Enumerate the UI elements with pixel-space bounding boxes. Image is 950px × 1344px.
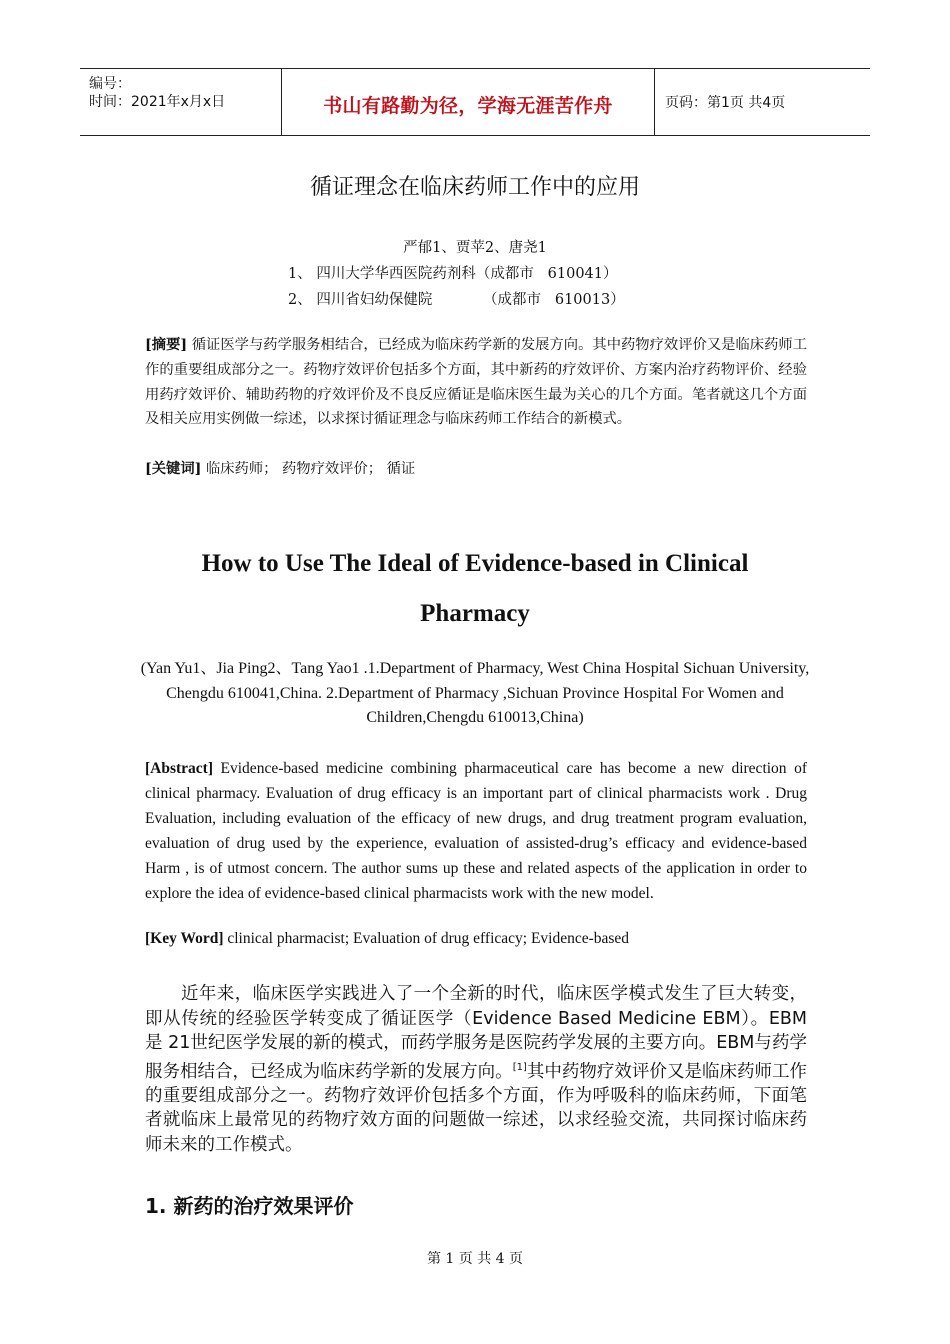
section-heading: 1. 新药的治疗效果评价: [145, 1194, 354, 1218]
motto: 书山有路勤为径，学海无涯苦作舟: [323, 94, 613, 117]
page-info: 页码：第1页 共4页: [665, 95, 786, 111]
header-meta-cell: [80, 69, 282, 135]
english-abstract-text: Evidence-based medicine combining pharmaceutical care has become a new direction of clinical pharmacy. Evaluation of drug efficacy is an important part of clinical pharmacists work . Drug Evaluation, including evaluation of the efficacy of new drugs, and drug treatment program evaluation, evaluation of drug used by the experience, evaluation of assisted-drug’s efficacy and evidence-based Harm , is of utmost concern. The author sums up these and related aspects of the application in order to explore the idea of evidence-based clinical pharmacists work with the new model.: [145, 760, 807, 902]
english-abstract-label: [Abstract]: [145, 760, 214, 777]
chinese-keywords: [145, 458, 415, 478]
body-paragraph: [145, 982, 807, 1157]
chinese-abstract-text: 循证医学与药学服务相结合，已经成为临床药学新的发展方向。其中药物疗效评价又是临床药师工作的重要组成部分之一。药物疗效评价包括多个方面，其中新药的疗效评价、方案内治疗药物评价、经验用药疗效评价、辅助药物的疗效评价及不良反应循证是临床医生最为关心的几个方面。笔者就这几个方面及相关应用实例做一综述，以求探讨循证理念与临床药师工作结合的新模式。: [145, 337, 808, 428]
english-keywords: [145, 930, 629, 948]
serial-label: 编号：: [89, 76, 131, 92]
chinese-abstract: [145, 333, 807, 432]
header-page-cell: [655, 69, 870, 135]
chinese-abstract-label: [摘要]: [145, 337, 188, 353]
affiliation-2: 2、 四川省妇幼保健院 （成都市 610013）: [288, 292, 625, 308]
english-keywords-text: clinical pharmacist; Evaluation of drug efficacy; Evidence-based: [223, 930, 630, 947]
header-motto-cell: [282, 69, 655, 135]
chinese-keywords-label: [关键词]: [145, 461, 202, 477]
body-text-1: 近年来，临床医学实践进入了一个全新的时代，临床医学模式发生了巨大转变，即从传统的经验医学转变成了循证医学（Evidence Based Medicine EBM）。EBM是 21世纪医学发展的新的模式，而药学服务是医院药学发展的主要方向。EBM与药学服务相结合，已经成为临床药学新的发展方向。: [145, 984, 807, 1082]
english-title-line-2: Pharmacy: [420, 600, 530, 627]
time-label: 时间：2021年x月x日: [89, 94, 226, 110]
chinese-title: 循证理念在临床药师工作中的应用: [309, 175, 640, 200]
english-title: [0, 539, 950, 639]
english-title-line-1: How to Use The Ideal of Evidence-based in Clinical: [201, 550, 749, 577]
citation-ref[interactable]: [1]: [512, 1061, 527, 1073]
page-footer: 第 1 页 共 4 页: [426, 1251, 524, 1267]
affiliation-1: 1、 四川大学华西医院药剂科（成都市 610041）: [288, 266, 618, 282]
english-abstract: [145, 756, 807, 906]
chinese-keywords-text: 临床药师； 药物疗效评价； 循证: [201, 461, 416, 477]
header-table: [80, 68, 870, 136]
english-keywords-label: [Key Word]: [145, 930, 224, 947]
chinese-authors: 严郁1、贾苹2、唐尧1: [403, 240, 547, 256]
english-affiliation: (Yan Yu1、Jia Ping2、Tang Yao1 .1.Department of Pharmacy, West China Hospital Sichuan University, Chengdu 610041,China. 2.Department of Pharmacy ,Sichuan Province Hospital For Women and Children,Chengdu 610013,China): [140, 660, 810, 727]
body-text-2: 其中药物疗效评价又是临床药师工作的重要组成部分之一。药物疗效评价包括多个方面，作为呼吸科的临床药师，下面笔者就临床上最常见的药物疗效方面的问题做一综述，以求经验交流，共同探讨临床药师未来的工作模式。: [145, 1061, 808, 1155]
